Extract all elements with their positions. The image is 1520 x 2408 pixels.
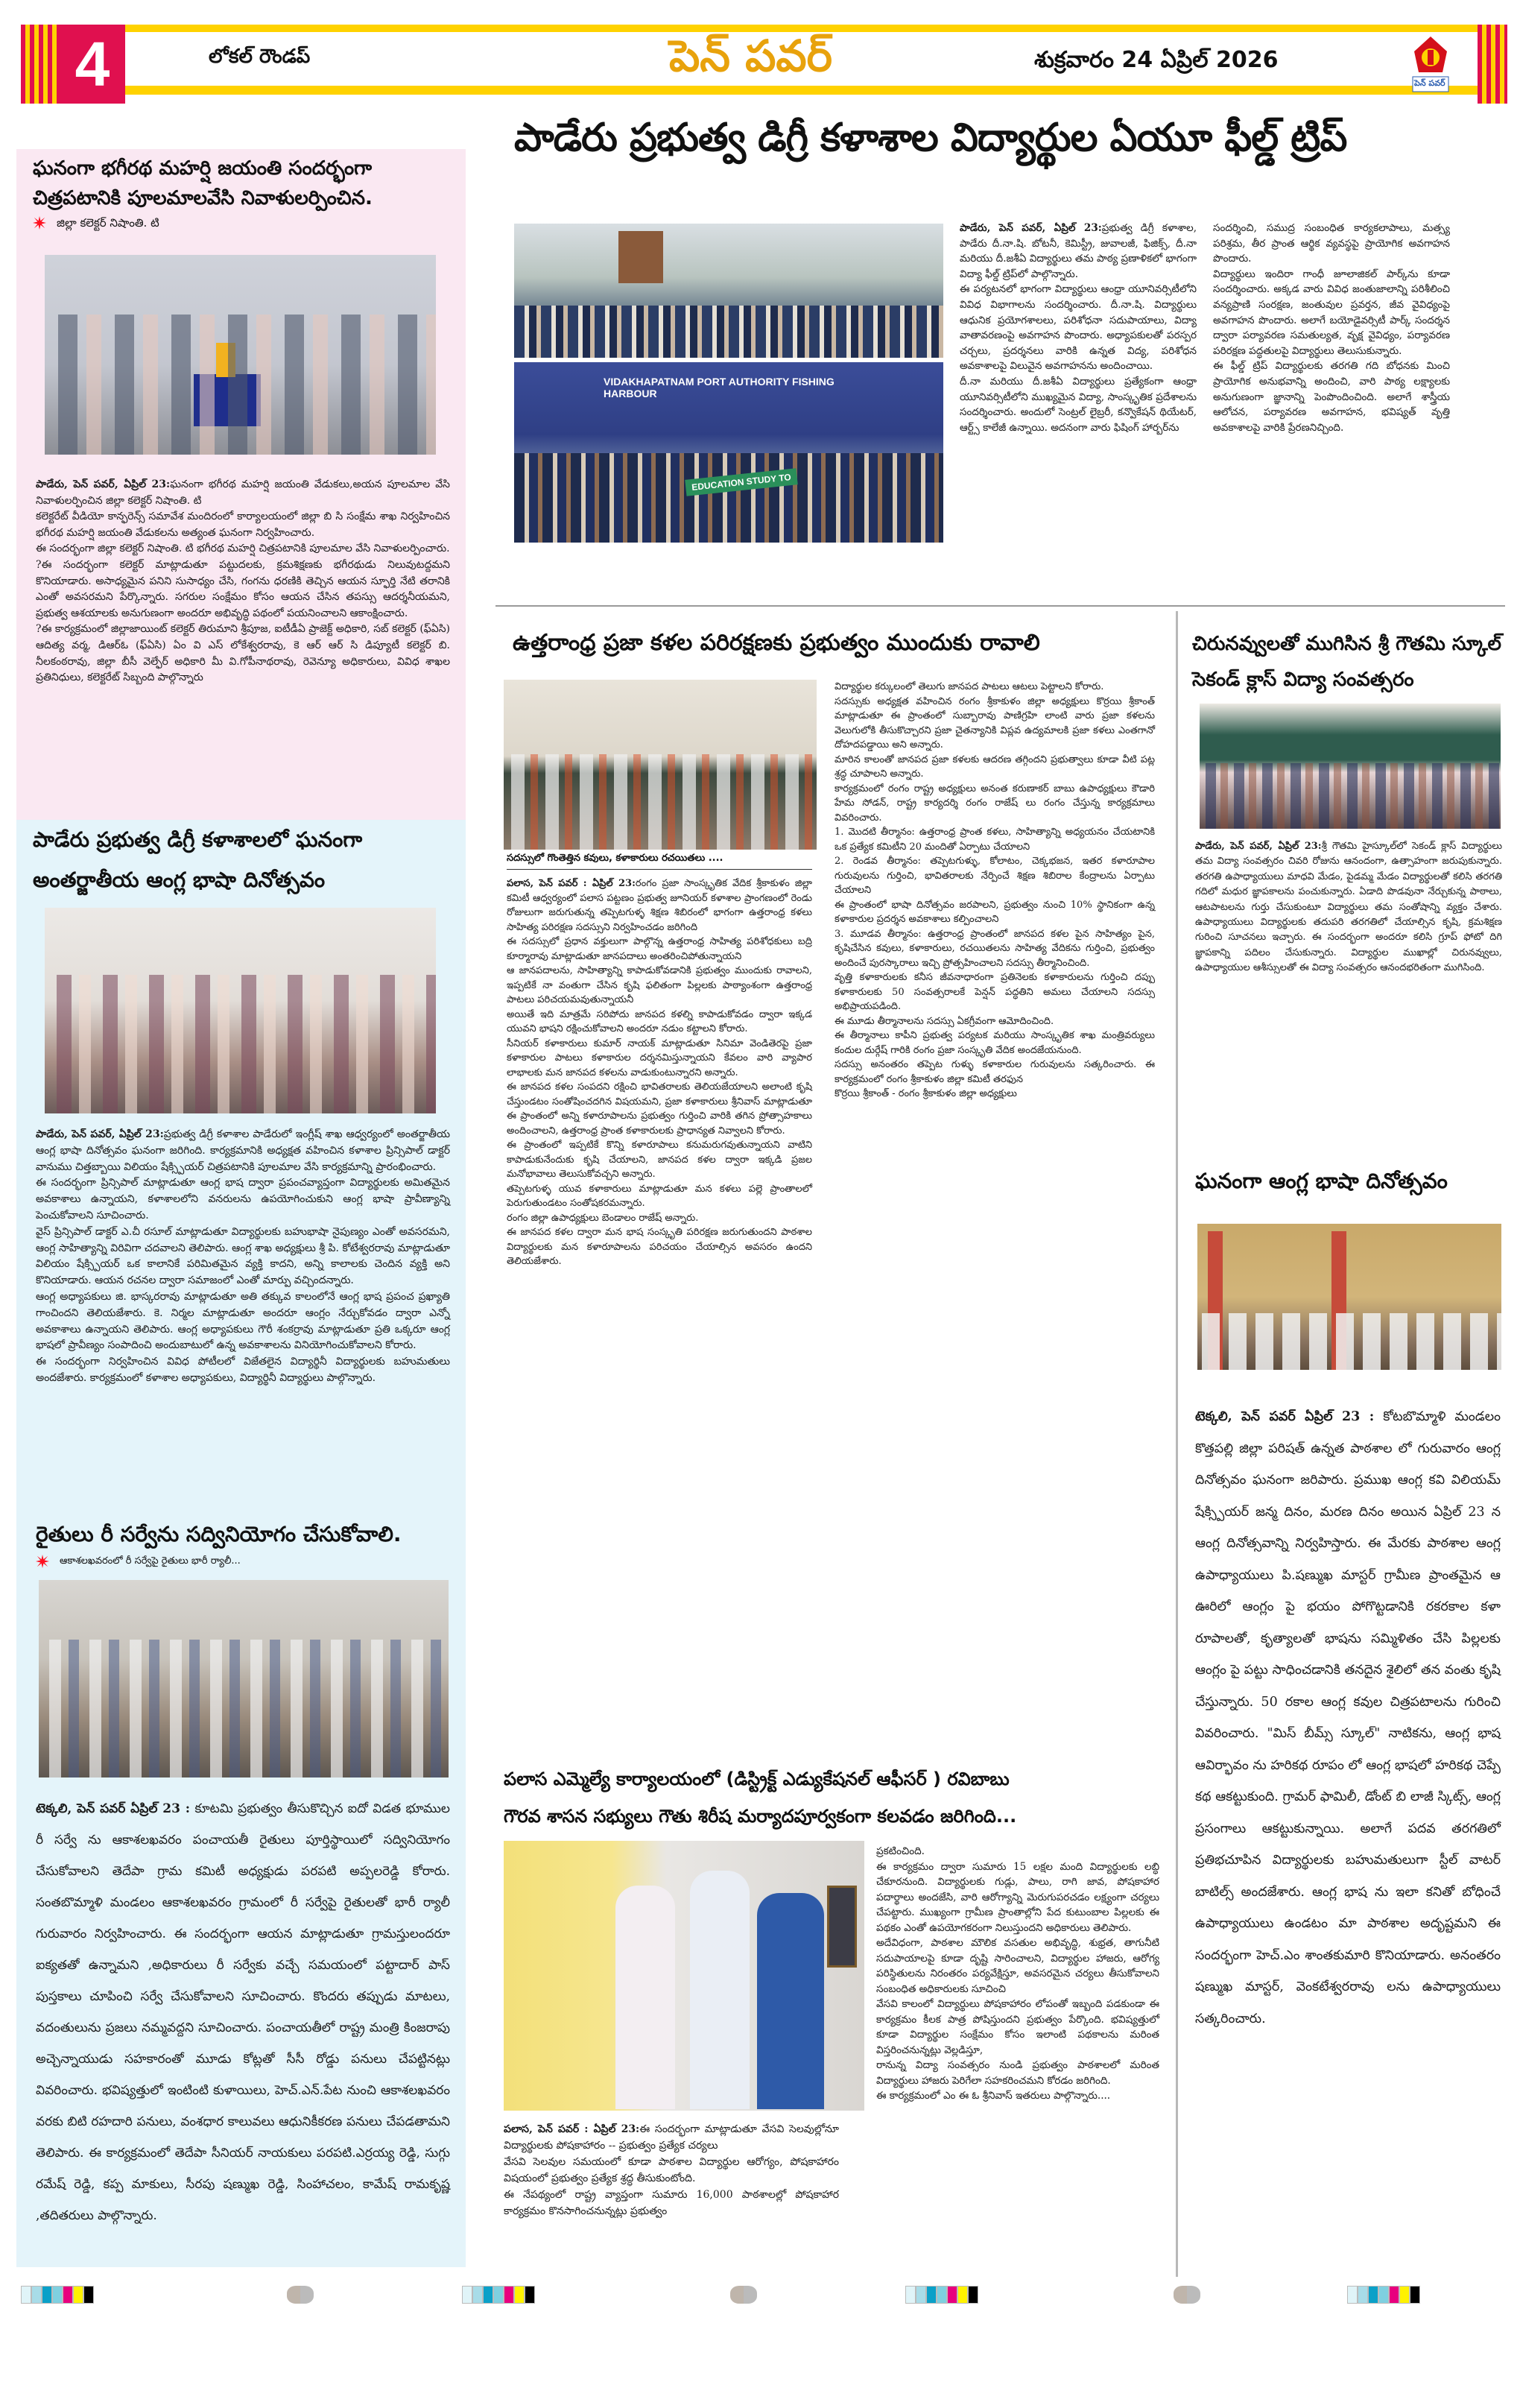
color-swatch [937, 2286, 947, 2304]
dateline: టెక్కలి, పెన్ పవర్ ఏప్రిల్ 23 : [1195, 1409, 1375, 1424]
left-story-1-headline-2: చిత్రపటానికి పూలమాలవేసి నివాళులర్పించిన. [33, 187, 373, 209]
color-swatch [525, 2286, 535, 2304]
page-number: 4 [60, 25, 125, 104]
left-story-2-headline-1: పాడేరు ప్రభుత్వ డిగ్రీ కళాశాలలో ఘనంగా [33, 827, 363, 852]
main-story-para-6: ఈ ఫీల్డ్ ట్రిప్ విద్యార్థులకు తరగతి గది బోధనకు మించి ప్రాయోగిక అనుభవాన్ని అందించి, వారి పాఠ్య లక్ష్యాలకు అనుగుణంగా జ్ఞానాన్ని పెంపొందించింది. అలాగే శాస్త్రీయ ఆలోచన, పర్యావరణ అవగాహన, భవిష్యత్ వృత్తి అవకాశాలపై వారికి ప్రేరణనిచ్చింది. [1213, 360, 1450, 434]
color-swatch [1368, 2286, 1378, 2304]
color-swatch [926, 2286, 937, 2304]
color-swatch [514, 2286, 525, 2304]
middle-story-2-headline-1: పలాస ఎమ్మెల్యే కార్యాలయంలో (డిస్ట్రిక్ట్ ఎడ్యుకేషనల్ ఆఫీసర్ ) రవిబాబు [504, 1769, 1010, 1789]
right-story-2-headline: ఘనంగా ఆంగ్ల భాషా దినోత్సవం [1195, 1169, 1448, 1193]
dateline: పలాస, పెన్ పవర్ : ఏప్రిల్ 23: [507, 878, 636, 889]
middle-story-1-col-2: విద్యార్థుల కర్కులంలో తెలుగు జానపద పాటలు ఆటలు పెట్టాలని కోరారు. సదస్సుకు అధ్యక్షత వహించిన రంగం శ్రీకాకుళం జిల్లా అధ్యక్షులు కొర్రయి శ్రీకాంత్ మాట్లాడుతూ ఈ ప్రాంతంలో సుబ్బారావు పాణిగ్రహి లాంటి వారు ప్రజా కళలను వెలుగులోకి తీసుకొచ్చారని ప్రజా చైతన్యానికి విప్లవ ఉద్యమాలకి ప్రజా కళలు ఎంతగానో దోహదపడ్డాయి అని అన్నారు. మారిన కాలంతో జానపద ప్రజా కళలకు ఆదరణ తగ్గిందని ప్రభుత్వాలు కూడా వీటి పట్ల శ్రద్ధ చూపాలని అన్నారు. కార్యక్రమంలో రంగం రాష్ట్ర అధ్యక్షులు అనంత కరుణాకర్ బాబు ఉపాధ్యక్షులు కౌడారి హేమ సోడన్, రాష్ట్ర కార్యదర్శి రంగం రాజేష్ లు రంగం చేస్తున్న కార్యక్రమాలు వివరించారు. 1. మొదటి తీర్మానం: ఉత్తరాంధ్ర ప్రాంత కళలు, సాహిత్యాన్ని అధ్యయనం చేయటానికి ఒక ప్రత్యేక కమిటీని 20 మందితో ఏర్పాటు చేయాలని 2. రెండవ తీర్మానం: తప్పెటగుళ్ళు, కోలాటం, చెక్కభజన, ఇతర కళారూపాల గురువులను గుర్తించి, భావితరాలకు నేర్పించే శిక్షణ శిబిరాల కేంద్రాలను ఏర్పాటు చేయాలని ఈ ప్రాంతంలో భాషా దినోత్సవం జరపాలని, ప్రభుత్వం నుంచి 10% స్థానికంగా ఉన్న కళాకారుల ప్రదర్శన అవకాశాలు కల్పించాలని 3. మూడవ తీర్మానం: ఉత్తరాంధ్ర ప్రాంతంలో జానపద కళల పైన సాహిత్యం పైన, కృషిచేసిన కవులు, కళాకారులు, రచయితలను సాహిత్య వేదికను గుర్తించి, ప్రభుత్వం అందించే పురస్కారాలు ఇచ్చి ప్రోత్సహించాలని సదస్సు తీర్మానించింది. వృత్తి కళాకారులకు కనీస జీవనాధారంగా ప్రతినెలకు కళాకారులను గుర్తించి దప్పు కళాకారులకు 50 సంవత్సరాలకే పెన్షన్ పద్ధతిని అమలు చేయాలని సదస్సు అభిప్రాయపడింది. ఈ మూడు తీర్మానాలను సదస్సు ఏకగ్రీవంగా ఆమోదించింది. ఈ తీర్మానాలు కాపీని ప్రభుత్వ పర్యటక మరియు సాంస్కృతిక శాఖ మంత్రివర్యులు కందుల దుర్గేష్ గారికి రంగం ప్రజా సంస్కృతి వేదిక అందజేయనుంది. సదస్సు అనంతరం తప్పెట గుళ్ళు కళాకారుల గురువులను సత్కరించారు. ఈ కార్యక్రమంలో రంగం శ్రీకాకుళం జిల్లా కమిటీ తరఫున కొర్రయి శ్రీకాంత్ - రంగం శ్రీకాకుళం జిల్లా అధ్యక్షులు [835, 681, 1155, 1099]
dateline: పాడేరు, పెన్ పవర్, ఏప్రిల్ 23: [36, 1128, 164, 1140]
color-swatch [957, 2286, 968, 2304]
color-swatch [31, 2286, 42, 2304]
collector-photo [45, 255, 436, 455]
left-story-2 [33, 820, 450, 900]
section-title: లోకల్ రౌండప్ [209, 45, 311, 68]
page-header [21, 25, 1507, 104]
middle-story-1-col-1: పలాస, పెన్ పవర్ : ఏప్రిల్ 23:రంగం ప్రజా సాంస్కృతిక వేదిక శ్రీకాకుళం జిల్లా కమిటీ ఆధ్వర్యంలో పలాస పట్టణం ప్రభుత్వ జూనియర్ కళాశాల ప్రాంగణంలో రెండు రోజులుగా జరుగుతున్న తప్పెటగుళ్ళ శిక్షణ శిబిరంలో భాగంగా ఉత్తరాంధ్ర కళలు సాహిత్య పరిరక్షణ సదస్సుని నిర్వహించడం జరిగింది ఈ సదస్సులో ప్రధాన వక్తులుగా పాల్గొన్న ఉత్తరాంధ్ర సాహిత్య పరిశోధకులు బద్రి కూర్మారావు మాట్లాడుతూ జానపదాలు అంతరించిపోతున్నాయని ఆ జానపదాలను, సాహిత్యాన్ని కాపాడుకోవడానికి ప్రభుత్వం ముందుకు రావాలని, ఇప్పటికే నా వంతుగా చేసిన కృషి ఫలితంగా పిల్లలకు పాఠ్యాంశంగా ఉత్తరాంధ్ర పాటలు పరిచయమవుతున్నాయనీ అయితే ఇది మాత్రమే సరిపోదు జానపద కళల్ని కాపాడుకోవడం ద్వారా ఇక్కడ యువని భాషని రక్షించుకోవాలని అందరూ నడుం కట్టాలని కోరారు. సీనియర్ కళాకారులు కుమార్ నాయక్ మాట్లాడుతూ సినిమా వెండితెరపై ప్రజా కళాకారుల పాటలు కళాకారుల దర్శనమిస్తున్నాయని కేవలం వారి వ్యాపార లాభాలకు మన జానపద కళలను వాడుకుంటున్నారని అన్నారు. ఈ జానపద కళల సంపదని రక్షించి భావితరాలకు తెలియజేయాలని అలాంటి కృషి చేస్తుండటం సంతోషించదగిన విషయమని, ప్రజా కళాకారులు శ్రీనివాస్ మాట్లాడుతూ ఈ ప్రాంతంలో అన్ని కళారూపాలను ప్రభుత్వం గుర్తించి వారికి తగిన ప్రోత్సాహకాలు అందించాలని, ఉత్తరాంధ్ర ప్రాంత కళాకారులకు ప్రాధాన్యత నివ్వాలని కోరారు. ఈ ప్రాంతంలో ఇప్పటికే కొన్ని కళారూపాలు కనుమరుగవుతున్నాయని వాటిని కాపాడుకునేందుకు కృషి చేయాలని, జానపద కళల ద్వారా ఇక్కడి ప్రజల మనోభావాలు తెలుసుకోవచ్చని అన్నారు. తప్పెటగుళ్ళ యువ కళాకారులు మాట్లాడుతూ మన కళలు పల్లె ప్రాంతాలలో పెరుగుతుండటం సంతోషకరమన్నారు. రంగం జిల్లా ఉపాధ్యక్షులు బెండాలం రాజేష్ అన్నారు. ఈ జానపద కళల ద్వారా మన భాష సంస్కృతి పరిరక్షణ జరుగుతుందని పాఠశాల విద్యార్థులకు మన కళారూపాలను పరిచయం చేయాల్సిన అవసరం ఉందని తెలియజేశారు. [507, 878, 812, 1267]
issue-date: శుక్రవారం 24 ఏప్రిల్ 2026 [1034, 47, 1279, 73]
color-swatch [1410, 2286, 1420, 2304]
school-class-photo [1200, 704, 1501, 829]
middle-story-2-headline-2: గౌరవ శాసన సభ్యులు గౌతు శిరీష మర్యాదపూర్వకంగా కలవడం జరిగింది... [504, 1806, 1017, 1827]
education-banner: EDUCATION STUDY TO [685, 468, 797, 496]
mla-meeting-photo [504, 1841, 864, 2111]
field-trip-photo-1 [514, 224, 943, 358]
middle-story-2-headline [504, 1760, 1167, 1835]
color-swatch [483, 2286, 493, 2304]
color-swatch [462, 2286, 472, 2304]
color-swatch [504, 2286, 514, 2304]
right-story-1-headline: చిరునవ్వులతో ముగిసిన శ్రీ గౌతమి స్కూల్ సెకండ్ క్లాస్ విద్యా సంవత్సరం [1192, 633, 1501, 691]
color-registration-strip-4 [1347, 2286, 1420, 2304]
grey-registration-mark [1174, 2286, 1200, 2304]
main-story-column-2 [1213, 221, 1450, 435]
left-story-3 [36, 1517, 453, 1570]
left-stripes [21, 25, 60, 104]
left-story-3-subhead: ఆకాశలఖవరంలో రీ సర్వేపై రైతులు భారీ ర్యాలీ... [36, 1553, 453, 1570]
color-swatch [63, 2286, 73, 2304]
main-headline: పాడేరు ప్రభుత్వ డిగ్రీ కళాశాల విద్యార్థుల ఏయూ ఫీల్డ్ ట్రిప్ [514, 116, 1347, 160]
left-story-3-headline: రైతులు రీ సర్వేను సద్వినియోగం చేసుకోవాలి. [36, 1522, 402, 1546]
photo-banner: VIDAKHAPATNAM PORT AUTHORITY FISHING HARBOUR [604, 376, 835, 399]
main-story-para-4: సందర్శించి, సముద్ర సంబంధిత కార్యకలాపాలు, మత్స్య పరిశ్రమ, తీర ప్రాంత ఆర్థిక వ్యవస్థపై ప్రాయోగిక అవగాహన పొందారు. [1213, 222, 1450, 265]
burst-icon [33, 216, 46, 230]
dateline: పాడేరు, పెన్ పవర్, ఏప్రిల్ 23: [960, 222, 1102, 234]
color-swatch [947, 2286, 957, 2304]
color-swatch [42, 2286, 52, 2304]
right-stripes [1478, 25, 1507, 104]
seminar-photo [504, 680, 817, 850]
color-swatch [905, 2286, 916, 2304]
middle-story-1-headline: ఉత్తరాంధ్ర ప్రజా కళల పరిరక్షణకు ప్రభుత్వం ముందుకు రావాలి [513, 630, 1040, 656]
main-story-column-1 [960, 221, 1197, 435]
left-story-2-body: పాడేరు, పెన్ పవర్, ఏప్రిల్ 23:ప్రభుత్వ డిగ్రీ కళాశాల పాడేరులో ఇంగ్లీష్ శాఖ ఆధ్వర్యంలో అంతర్జాతీయ ఆంగ్ల భాషా దినోత్సవం ఘనంగా జరిగింది. కార్యక్రమానికి అధ్యక్షత వహించిన కళాశాల ప్రిన్సిపాల్ డాక్టర్ వానుము చిత్తబ్బాయి విలియం షేక్స్పియర్ చిత్రపటానికి పూలమాల వేసి కార్యక్రమాన్ని ప్రారంభించారు. ఈ సందర్భంగా ప్రిన్సిపాల్ మాట్లాడుతూ ఆంగ్ల భాష ద్వారా ప్రపంచవ్యాప్తంగా విద్యార్థులకు అమితమైన అవకాశాలు ఉన్నాయని, కళాశాలలోని వనరులను ఉపయోగించుకుని ఆంగ్ల భాషా ప్రావీణ్యాన్ని పెంచుకోవాలని సూచించారు. వైస్ ప్రిన్సిపాల్ డాక్టర్ ఎ.చీ రసూల్ మాట్లాడుతూ విద్యార్థులకు బహుభాషా నైపుణ్యం ఎంతో అవసరమని, ఆంగ్ల సాహిత్యాన్ని విరివిగా చదవాలని తెలిపారు. ఆంగ్ల శాఖ అధ్యక్షులు శ్రీ పి. కోటేశ్వరరావు మాట్లాడుతూ విలియం షేక్స్పియర్ ఒక కాలానికే పరిమితమైన వ్యక్తి కాదని, అన్ని కాలాలకు చెందిన వ్యక్తి అని కొనియాడారు. ఆయన రచనల ద్వారా సమాజంలో ఎంతో మార్పు వచ్చిందన్నారు. ఆంగ్ల అధ్యాపకులు జి. భాస్కరరావు మాట్లాడుతూ అతి తక్కువ కాలంలోనే ఆంగ్ల భాష ప్రపంచ ప్రఖ్యాతి గాంచిందని తెలియజేశారు. కె. నిర్మల మాట్లాడుతూ అందరూ ఆంగ్లం నేర్చుకోవడం ద్వారా ఎన్నో అవకాశాలు ఉన్నాయని తెలిపారు. ఆంగ్ల అధ్యాపకులు గౌరీ శంకర్రావు మాట్లాడుతూ ప్రతి ఒక్కరూ ఆంగ్ల భాషలో ప్రావీణ్యం సంపాదించి అందుబాటులో ఉన్న అవకాశాలను వినియోగించుకోవాలని కోరారు. ఈ సందర్భంగా నిర్వహించిన వివిధ పోటీలలో విజేతలైన విద్యార్థినీ విద్యార్థులకు బహుమతులు అందజేశారు. కార్యక్రమంలో కళాశాల అధ్యాపకులు, విద్యార్థినీ విద్యార్థులు పాల్గొన్నారు. [36, 1128, 450, 1384]
color-swatch [493, 2286, 504, 2304]
main-story-para-3: దీ.నా మరియు దీ.జశీఏ విద్యార్థులు ప్రత్యేకంగా ఆంధ్రా యూనివర్సిటీలోని ముఖ్యమైన విద్యా, సాంస్కృతిక ప్రదేశాలను సందర్శించారు. అందులో సెంట్రల్ లైబ్రరీ, కన్వొకేషన్ థియేటర్, ఆర్ట్స్ కాలేజీ ఉన్నాయి. అదనంగా వారు ఫిషింగ్ హార్బర్‌ను [960, 375, 1197, 434]
vertical-divider [1176, 611, 1178, 2277]
seminar-photo-caption: సదస్సులో గొంతెత్తిన కవులు, కళాకారులు రచయితలు .... [507, 853, 812, 870]
color-swatch [1399, 2286, 1410, 2304]
middle-story-2-col-2: ప్రకటించింది. ఈ కార్యక్రమం ద్వారా సుమారు 15 లక్షల మంది విద్యార్థులకు లబ్ధి చేకూరనుంది. విద్యార్థులకు గుడ్లు, పాలు, రాగి జావ, పోషకాహార పదార్థాలు అందజేసి, వారి ఆరోగ్యాన్ని మెరుగుపరచడం లక్ష్యంగా చర్యలు చేపట్టారు. ముఖ్యంగా గ్రామీణ ప్రాంతాల్లోని పేద కుటుంబాల పిల్లలకు ఈ పథకం ఎంతో ఉపయోగకరంగా నిలుస్తుందని అధికారులు తెలిపారు. అదేవిధంగా, పాఠశాల మౌలిక వసతుల అభివృద్ధి, శుభ్రత, తాగునీటి సదుపాయాలపై కూడా దృష్టి సారించాలని, విద్యార్థుల హాజరు, ఆరోగ్య పరిస్థితులను నిరంతరం పర్యవేక్షిస్తూ, అవసరమైన చర్యలు తీసుకోవాలని సంబంధిత అధికారులకు సూచించి వేసవి కాలంలో విద్యార్థులు పోషకాహారం లోపంతో ఇబ్బంది పడకుండా ఈ కార్యక్రమం కీలక పాత్ర పోషిస్తుందని ప్రభుత్వం పేర్కొంది. భవిష్యత్తులో కూడా విద్యార్థుల సంక్షేమం కోసం ఇలాంటి పథకాలను మరింత విస్తరించనున్నట్లు వెల్లడిస్తూ, రానున్న విద్యా సంవత్సరం నుండి ప్రభుత్వం పాఠశాలలో మరింత విద్యార్థులు హాజరు పెరిగేలా సహకరించమని కోరడం జరిగింది. ఈ కార్యక్రమంలో ఎం ఈ ఓ శ్రీనివాస్ ఇతరులు పాల్గొన్నారు.... [876, 1845, 1159, 2102]
color-swatch [1389, 2286, 1399, 2304]
farmers-rally-photo [39, 1580, 449, 1777]
dateline: టెక్కలి, పెన్ పవర్ ఏప్రిల్ 23 : [36, 1801, 191, 1816]
color-registration-strip-2 [462, 2286, 535, 2304]
dateline: పాడేరు, పెన్ పవర్, ఏప్రిల్ 23: [36, 478, 171, 490]
color-swatch [968, 2286, 978, 2304]
color-swatch [916, 2286, 926, 2304]
color-swatch [73, 2286, 83, 2304]
logo-text: పెన్ పవర్ [1414, 78, 1445, 88]
left-story-1-subhead: జిల్లా కలెక్టర్ నిషాంతి. టి [33, 215, 450, 231]
main-story-para-5: విద్యార్థులు ఇందిరా గాంధీ జూలాజికల్ పార్క్‌ను కూడా సందర్శించారు. అక్కడ వారు వివిధ జంతుజాలాన్ని పరిశీలించి వన్యప్రాణి సంరక్షణ, జంతువుల ప్రవర్తన, జీవ వైవిధ్యంపై అవగాహన పొందారు. అలాగే బయోడైవర్సిటీ పార్క్ సందర్శన ద్వారా పర్యావరణ సమతుల్యత, వృక్ష వైవిధ్యం, పర్యావరణ పరిరక్షణ పద్ధతులపై విద్యార్థులు తెలుసుకున్నారు. [1213, 268, 1450, 357]
color-swatch [1358, 2286, 1368, 2304]
color-registration-strip-3 [905, 2286, 978, 2304]
horizontal-divider [495, 605, 1505, 607]
pen-power-logo-icon [1408, 35, 1453, 95]
color-registration-strip-1 [21, 2286, 94, 2304]
color-swatch [83, 2286, 94, 2304]
grey-registration-mark [730, 2286, 757, 2304]
left-story-1 [33, 154, 450, 231]
color-swatch [21, 2286, 31, 2304]
main-story-para-1: పాడేరు, పెన్ పవర్, ఏప్రిల్ 23:ప్రభుత్వ డిగ్రీ కళాశాల, పాడేరు దీ.నా.షి. బోటనీ, కెమిస్ట్రీ, జువాలజీ, ఫిజిక్స్, దీ.నా మరియు దీ.జశీఏ విద్యార్థులు తమ పాఠ్య ప్రణాళికలో భాగంగా విద్యా ఫీల్డ్ ట్రిప్‌లో పాల్గొన్నారు. [960, 222, 1197, 280]
dateline: పాడేరు, పెన్ పవర్, ఏప్రిల్ 23: [1195, 841, 1322, 852]
left-story-1-body: పాడేరు, పెన్ పవర్, ఏప్రిల్ 23:ఘనంగా భగీరథ మహర్షి జయంతి వేడుకలు,అయన పూలమాల వేసి నివాళులర్పించిన జిల్లా కలెక్టర్ నిషాంతి. టి కలెక్టరేట్ వీడియో కాన్ఫరెన్స్ సమావేశ మందిరంలో కార్యాలయంలో జిల్లా బి సి సంక్షేమ శాఖ నిర్వహించిన భగీరథ మహర్షి జయంతి వేడుకలను అత్యంత ఘనంగా నిర్వహించారు. ఈ సందర్భంగా జిల్లా కలెక్టర్ నిషాంతి. టి భగీరథ మహర్షి చిత్రపటానికి పూలమాల వేసి నివాళులర్పించారు. ?ఈ సందర్భంగా కలెక్టర్ మాట్లాడుతూ పట్టుదలకు, క్రమశిక్షణకు భగీరథుడు నిలువుటద్దమని కొనియాడారు. అసాధ్యమైన పనిని సుసాధ్యం చేసి, గంగను ధరణికి తెచ్చిన ఆయన స్ఫూర్తి నేటి తరానికి ఎంతో అవసరమని పేర్కొన్నారు. సగరుల సంక్షేమం కోసం ఆయన చేసిన తపస్సు ఆదర్శనీయమని, ప్రభుత్వ ఆశయాలకు అనుగుణంగా అందరూ అభివృద్ధి పథంలో పయనించాలని ఆకాంక్షించారు. ?ఈ కార్యక్రమంలో జిల్లాజాయింట్ కలెక్టర్ తిరుమాని శ్రీపూజ, ఐటీడీఏ ప్రాజెక్ట్ అధికారి, సబ్ కలెక్టర్ (ఫ్ఏసి) ఆదిత్య వర్మ, డిఆర్ఓ (ఫ్ఏసి) ఏం వి ఎస్ లోకేశ్వరరావు, కె ఆర్ ఆర్ సి డిప్యూటీ కలెక్టర్ బి. నీలకంఠరావు, జిల్లా బీసీ వెల్ఫేర్ అధికారి మీ వి.గోపీనాథరావు, రెవెన్యూ అధికారులు, వివిధ శాఖల ప్రతినిధులు, కలెక్టరేట్ సిబ్బంది పాల్గొన్నారు [36, 478, 450, 684]
left-story-2-headline-2: అంతర్జాతీయ ఆంగ్ల భాషా దినోత్సవం [33, 868, 326, 892]
main-story-para-2: ఈ పర్యటనలో భాగంగా విద్యార్థులు ఆంధ్రా యూనివర్సిటీలోని వివిధ విభాగాలను సందర్శించారు. దీ.నా.షి. విద్యార్థులు ఆధునిక ప్రయోగశాలలు, పరిశోధనా సదుపాయాలు, విద్యా వాతావరణంపై అవగాహన పొందారు. అధ్యాపకులతో పరస్పర చర్చలు, ప్రదర్శనలు వారికి ఉన్నత విద్య, పరిశోధన అవకాశాలపై విలువైన అవగాహనను అందించాయి. [960, 283, 1197, 373]
english-day-school-photo [1197, 1224, 1501, 1370]
field-trip-photo-2 [514, 362, 943, 543]
grey-registration-mark [287, 2286, 314, 2304]
right-story-1-body: పాడేరు, పెన్ పవర్, ఏప్రిల్ 23:శ్రీ గౌతమి హైస్కూల్‌లో సెకండ్ క్లాస్ విద్యార్థులు తమ విద్యా సంవత్సరం చివరి రోజును ఆనందంగా, ఉత్సాహంగా జరుపుకున్నారు. తరగతి ఉపాధ్యాయులు మాధవి మేడం, పైడమ్మ మేడం విద్యార్థులతో కలిసి తరగతి గదిలో మధుర జ్ఞాపకాలను పంచుకున్నారు. ఏడాది పొడవునా నేర్చుకున్న పాఠాలు, ఆటపాటలను గుర్తు చేసుకుంటూ విద్యార్థులు తమ సంతోషాన్ని వ్యక్తం చేశారు. ఉపాధ్యాయులు విద్యార్థులకు తదుపరి తరగతిలో చేయాల్సిన కృషి, క్రమశిక్షణ గురించి సూచనలు ఇచ్చారు. ఈ సందర్భంగా అందరూ కలిసి గ్రూప్ ఫోటో దిగి జ్ఞాపకాన్ని పదిలం చేసుకున్నారు. విద్యార్థుల ముఖాల్లో చిరునవ్వులు, ఉపాధ్యాయుల ఆశీస్సులతో ఈ విద్యా సంవత్సరం ఆనందభరితంగా ముగిసింది. [1195, 841, 1502, 974]
color-swatch [1347, 2286, 1358, 2304]
left-story-1-headline-1: ఘనంగా భగీరథ మహర్షి జయంతి సందర్భంగా [33, 157, 373, 180]
color-swatch [52, 2286, 63, 2304]
right-story-2-body: టెక్కలి, పెన్ పవర్ ఏప్రిల్ 23 : కోటబొమ్మాళి మండలం కొత్తపల్లి జిల్లా పరిషత్ ఉన్నత పాఠశాల లో గురువారం ఆంగ్ల దినోత్సవం ఘనంగా జరిపారు. ప్రముఖ ఆంగ్ల కవి విలియమ్ షేక్స్పియర్ జన్మ దినం, మరణ దినం అయిన ఏప్రిల్ 23 న ఆంగ్ల దినోత్సవాన్ని నిర్వహిస్తారు. ఈ మేరకు పాఠశాల ఆంగ్ల ఉపాధ్యాయులు పి.షణ్ముఖ మాస్టర్ గ్రామీణ ప్రాంతమైన ఆ ఊరిలో ఆంగ్లం పై భయం పోగొట్టడానికి రకరకాల కళా రూపాలతో, కృత్యాలతో భాషను సమ్మిళితం చేసి పిల్లలకు ఆంగ్లం పై పట్టు సాధించడానికి తనదైన శైలిలో తన వంతు కృషి చేస్తున్నారు. 50 రకాల ఆంగ్ల కవుల చిత్రపటాలను గురించి వివరించారు. "మిస్ బీమ్స్ స్కూల్" నాటికను, ఆంగ్ల భాష ఆవిర్భావం ను హరికథ రూపం లో ఆంగ్ల భాషలో హరికథ చెప్పే కథ ఆకట్టుకుంది. గ్రామర్ ఫామిలీ, డోంట్ బి లాజీ స్కిట్స్, ఆంగ్ల ప్రసంగాలు ఆకట్టుకున్నాయి. అలాగే పదవ తరగతిలో ప్రతిభచూపిన విద్యార్థులకు బహుమతులుగా స్టీల్ వాటర్ బాటిల్స్ అందజేశారు. ఆంగ్ల భాష ను ఇలా కనితో బోధించే ఉపాధ్యాయులు ఉండటం మా పాఠశాల అదృష్టమని ఈ సందర్భంగా హెచ్.ఎం శాంతకుమారి కొనియాడారు. అనంతరం షణ్ముఖ మాస్టర్, వెంకటేశ్వరరావు లను ఉపాధ్యాయులు సత్కరించారు. [1195, 1409, 1501, 2026]
color-swatch [472, 2286, 483, 2304]
middle-story-2-col-1: పలాస, పెన్ పవర్ : ఏప్రిల్ 23:ఈ సందర్భంగా మాట్లాడుతూ వేసవి సెలవుల్లోనూ విద్యార్థులకు పోషకాహారం -- ప్రభుత్వం ప్రత్యేక చర్యలు వేసవి సెలవుల సమయంలో కూడా పాఠశాల విద్యార్థుల ఆరోగ్యం, పోషకాహారం విషయంలో ప్రభుత్వం ప్రత్యేక శ్రద్ధ తీసుకుంటోంది. ఈ నేపథ్యంలో రాష్ట్ర వ్యాప్తంగా సుమారు 16,000 పాఠశాలల్లో పోషకాహార కార్యక్రమం కొనసాగించనున్నట్లు ప్రభుత్వం [504, 2123, 839, 2217]
english-day-photo [45, 908, 436, 1113]
left-story-3-body: టెక్కలి, పెన్ పవర్ ఏప్రిల్ 23 : కూటమి ప్రభుత్వం తీసుకొచ్చిన ఐదో విడత భూముల రీ సర్వే ను ఆకాశలఖవరం పంచాయతీ రైతులు పూర్తిస్థాయిలో సద్వినియోగం చేసుకోవాలని తెదేపా గ్రామ కమిటీ అధ్యక్షుడు పరపటి అప్పలరెడ్డి కోరారు. సంతబొమ్మాళి మండలం ఆకాశలఖవరం గ్రామంలో రీ సర్వేపై రైతులతో భారీ ర్యాలీ గురువారం నిర్వహించారు. ఈ సందర్భంగా ఆయన మాట్లాడుతూ గ్రామస్తులందరూ ఐక్యతతో ఉన్నామని ,అధికారులు రీ సర్వేకు వచ్చే సమయంలో పట్టాదార్ పాస్ పుస్తకాలు చూపించి సర్వే చేసుకోవాలని సూచించారు. కొందరు తప్పుడు మాటలు, వదంతులును ప్రజలు నమ్మవద్దని సూచించారు. పంచాయతీలో రాష్ట్ర మంత్రి కింజరాపు అచ్చెన్నాయుడు సహకారంతో మూడు కోట్లతో సీసీ రోడ్డు పనులు చేపట్టినట్లు వివరించారు. భవిష్యత్తులో ఇంటింటి కుళాయిలు, హెచ్.ఎన్.పేట నుంచి ఆకాశలఖవరం వరకు బిటి రహదారి పనులు, వంశధార కాలువలు ఆధునికీకరణ పనులు చేపడతామని తెలిపారు. ఈ కార్యక్రమంలో తెదేపా సీనియర్ నాయకులు పరపటి.ఎర్రయ్య రెడ్డి, సుగ్గు రమేష్ రెడ్డి, కప్ప మాకులు, సీరపు షణ్ముఖ రెడ్డి, సింహాచలం, కామేష్ రామకృష్ణ ,తదితరులు పాల్గొన్నారు. [36, 1801, 450, 2223]
dateline: పలాస, పెన్ పవర్ : ఏప్రిల్ 23: [504, 2123, 640, 2135]
masthead: పెన్ పవర్ [669, 31, 833, 81]
burst-icon [36, 1555, 49, 1568]
color-swatch [1378, 2286, 1389, 2304]
